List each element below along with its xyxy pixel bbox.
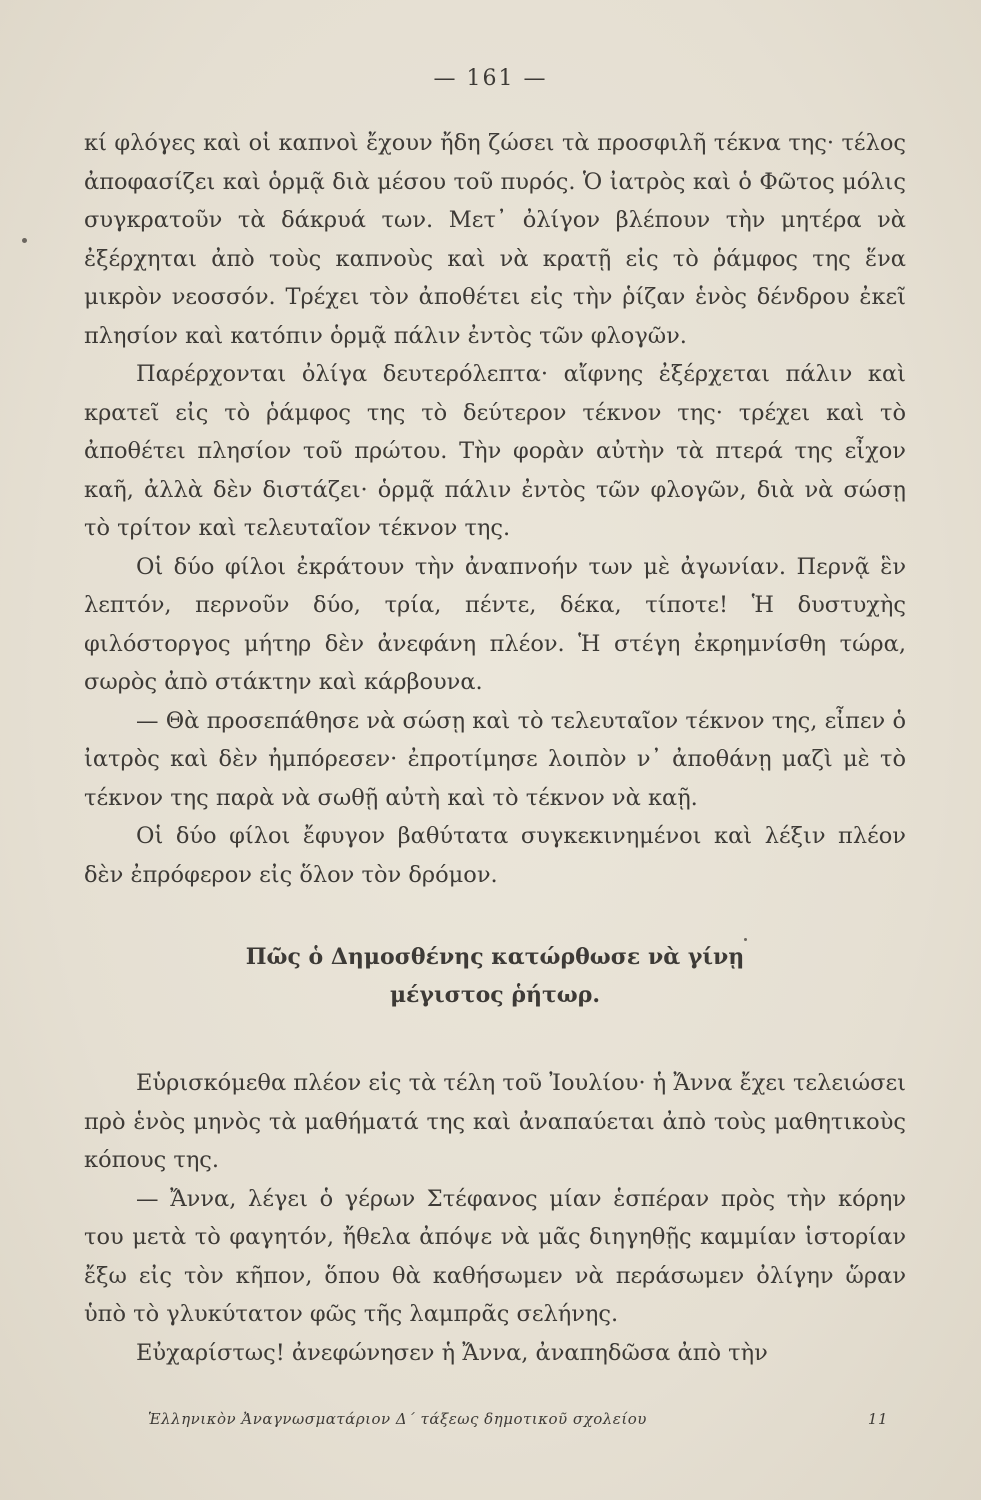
paragraph: κί φλόγες καὶ οἱ καπνοὶ ἔχουν ἤδη ζώσει τὰ προσφιλῆ τέκνα της· τέλος ἀποφασίζει καὶ ὁρμᾷ διὰ μέσου τοῦ πυρός. Ὁ ἰατρὸς καὶ ὁ Φῶτος μόλις συγκρατοῦν τὰ δάκρυά των. Μετ᾽ ὀλίγον βλέπουν τὴν μητέρα νὰ ἐξέρχηται ἀπὸ τοὺς καπνοὺς καὶ νὰ κρατῇ εἰς τὸ ῥάμφος της ἕνα μικρὸν νεοσσόν. Τρέχει τὸν ἀποθέτει εἰς τὴν ῥίζαν ἑνὸς δένδρου ἐκεῖ πλησίον καὶ κατόπιν ὁρμᾷ πάλιν ἐντὸς τῶν φλογῶν. (84, 130, 906, 349)
section-heading-line: μέγιστος ῥήτωρ. (389, 982, 601, 1008)
paragraph: Εὑρισκόμεθα πλέον εἰς τὰ τέλη τοῦ Ἰουλίου· ἡ Ἄννα ἔχει τελειώσει πρὸ ἑνὸς μηνὸς τὰ μαθήματά της καὶ ἀναπαύεται ἀπὸ τοὺς μαθητικοὺς κόπους της. (84, 1070, 906, 1173)
footer-signature: Ἑλληνικὸν Ἀναγνωσματάριον Δ΄ τάξεως δημοτικοῦ σχολείου (148, 1410, 647, 1428)
paragraph: Οἱ δύο φίλοι ἔφυγον βαθύτατα συγκεκινημένοι καὶ λέξιν πλέον δὲν ἐπρόφερον εἰς ὅλον τὸν δρόμον. (84, 823, 906, 888)
page-text (84, 124, 906, 1372)
page-footer (148, 1410, 888, 1428)
page-number: — 161 — (433, 66, 548, 91)
section-heading-line: Πῶς ὁ Δημοσθένης κατώρθωσε νὰ γίνῃ (245, 944, 745, 970)
paragraph: — Ἄννα, λέγει ὁ γέρων Στέφανος μίαν ἑσπέραν πρὸς τὴν κόρην του μετὰ τὸ φαγητόν, ἤθελα ἀπόψε νὰ μᾶς διηγηθῇς καμμίαν ἱστορίαν ἔξω εἰς τὸν κῆπον, ὅπου θὰ καθήσωμεν νὰ περάσωμεν ὀλίγην ὥραν ὑπὸ τὸ γλυκύτατον φῶς τῆς λαμπρᾶς σελήνης. (84, 1185, 906, 1327)
paragraph: Εὐχαρίστως! ἀνεφώνησεν ἡ Ἄννα, ἀναπηδῶσα ἀπὸ τὴν (136, 1339, 768, 1366)
section-heading (84, 938, 906, 1014)
paragraph: — Θὰ προσεπάθησε νὰ σώσῃ καὶ τὸ τελευταῖον τέκνον της, εἶπεν ὁ ἰατρὸς καὶ δὲν ἠμπόρεσεν· ἐπροτίμησε λοιπὸν ν᾽ ἀποθάνῃ μαζὶ μὲ τὸ τέκνον της παρὰ νὰ σωθῇ αὐτὴ καὶ τὸ τέκνον νὰ καῇ. (84, 707, 906, 811)
footer-sheet-number: 11 (867, 1410, 888, 1428)
ink-speck (22, 238, 27, 243)
paragraph: Οἱ δύο φίλοι ἐκράτουν τὴν ἀναπνοήν των μὲ ἀγωνίαν. Περνᾷ ἓν λεπτόν, περνοῦν δύο, τρία, πέντε, δέκα, τίποτε! Ἡ δυστυχὴς φιλόστοργος μήτηρ δὲν ἀνεφάνη πλέον. Ἡ στέγη ἐκρημνίσθη τώρα, σωρὸς ἀπὸ στάκτην καὶ κάρβουνα. (84, 553, 906, 695)
paragraph: Παρέρχονται ὀλίγα δευτερόλεπτα· αἴφνης ἐξέρχεται πάλιν καὶ κρατεῖ εἰς τὸ ῥάμφος της τὸ δεύτερον τέκνον της· τρέχει καὶ τὸ ἀποθέτει πλησίον τοῦ πρώτου. Τὴν φορὰν αὐτὴν τὰ πτερά της εἶχον καῆ, ἀλλὰ δὲν διστάζει· ὁρμᾷ πάλιν ἐντὸς τῶν φλογῶν, διὰ νὰ σώσῃ τὸ τρίτον καὶ τελευταῖον τέκνον της. (84, 361, 906, 541)
